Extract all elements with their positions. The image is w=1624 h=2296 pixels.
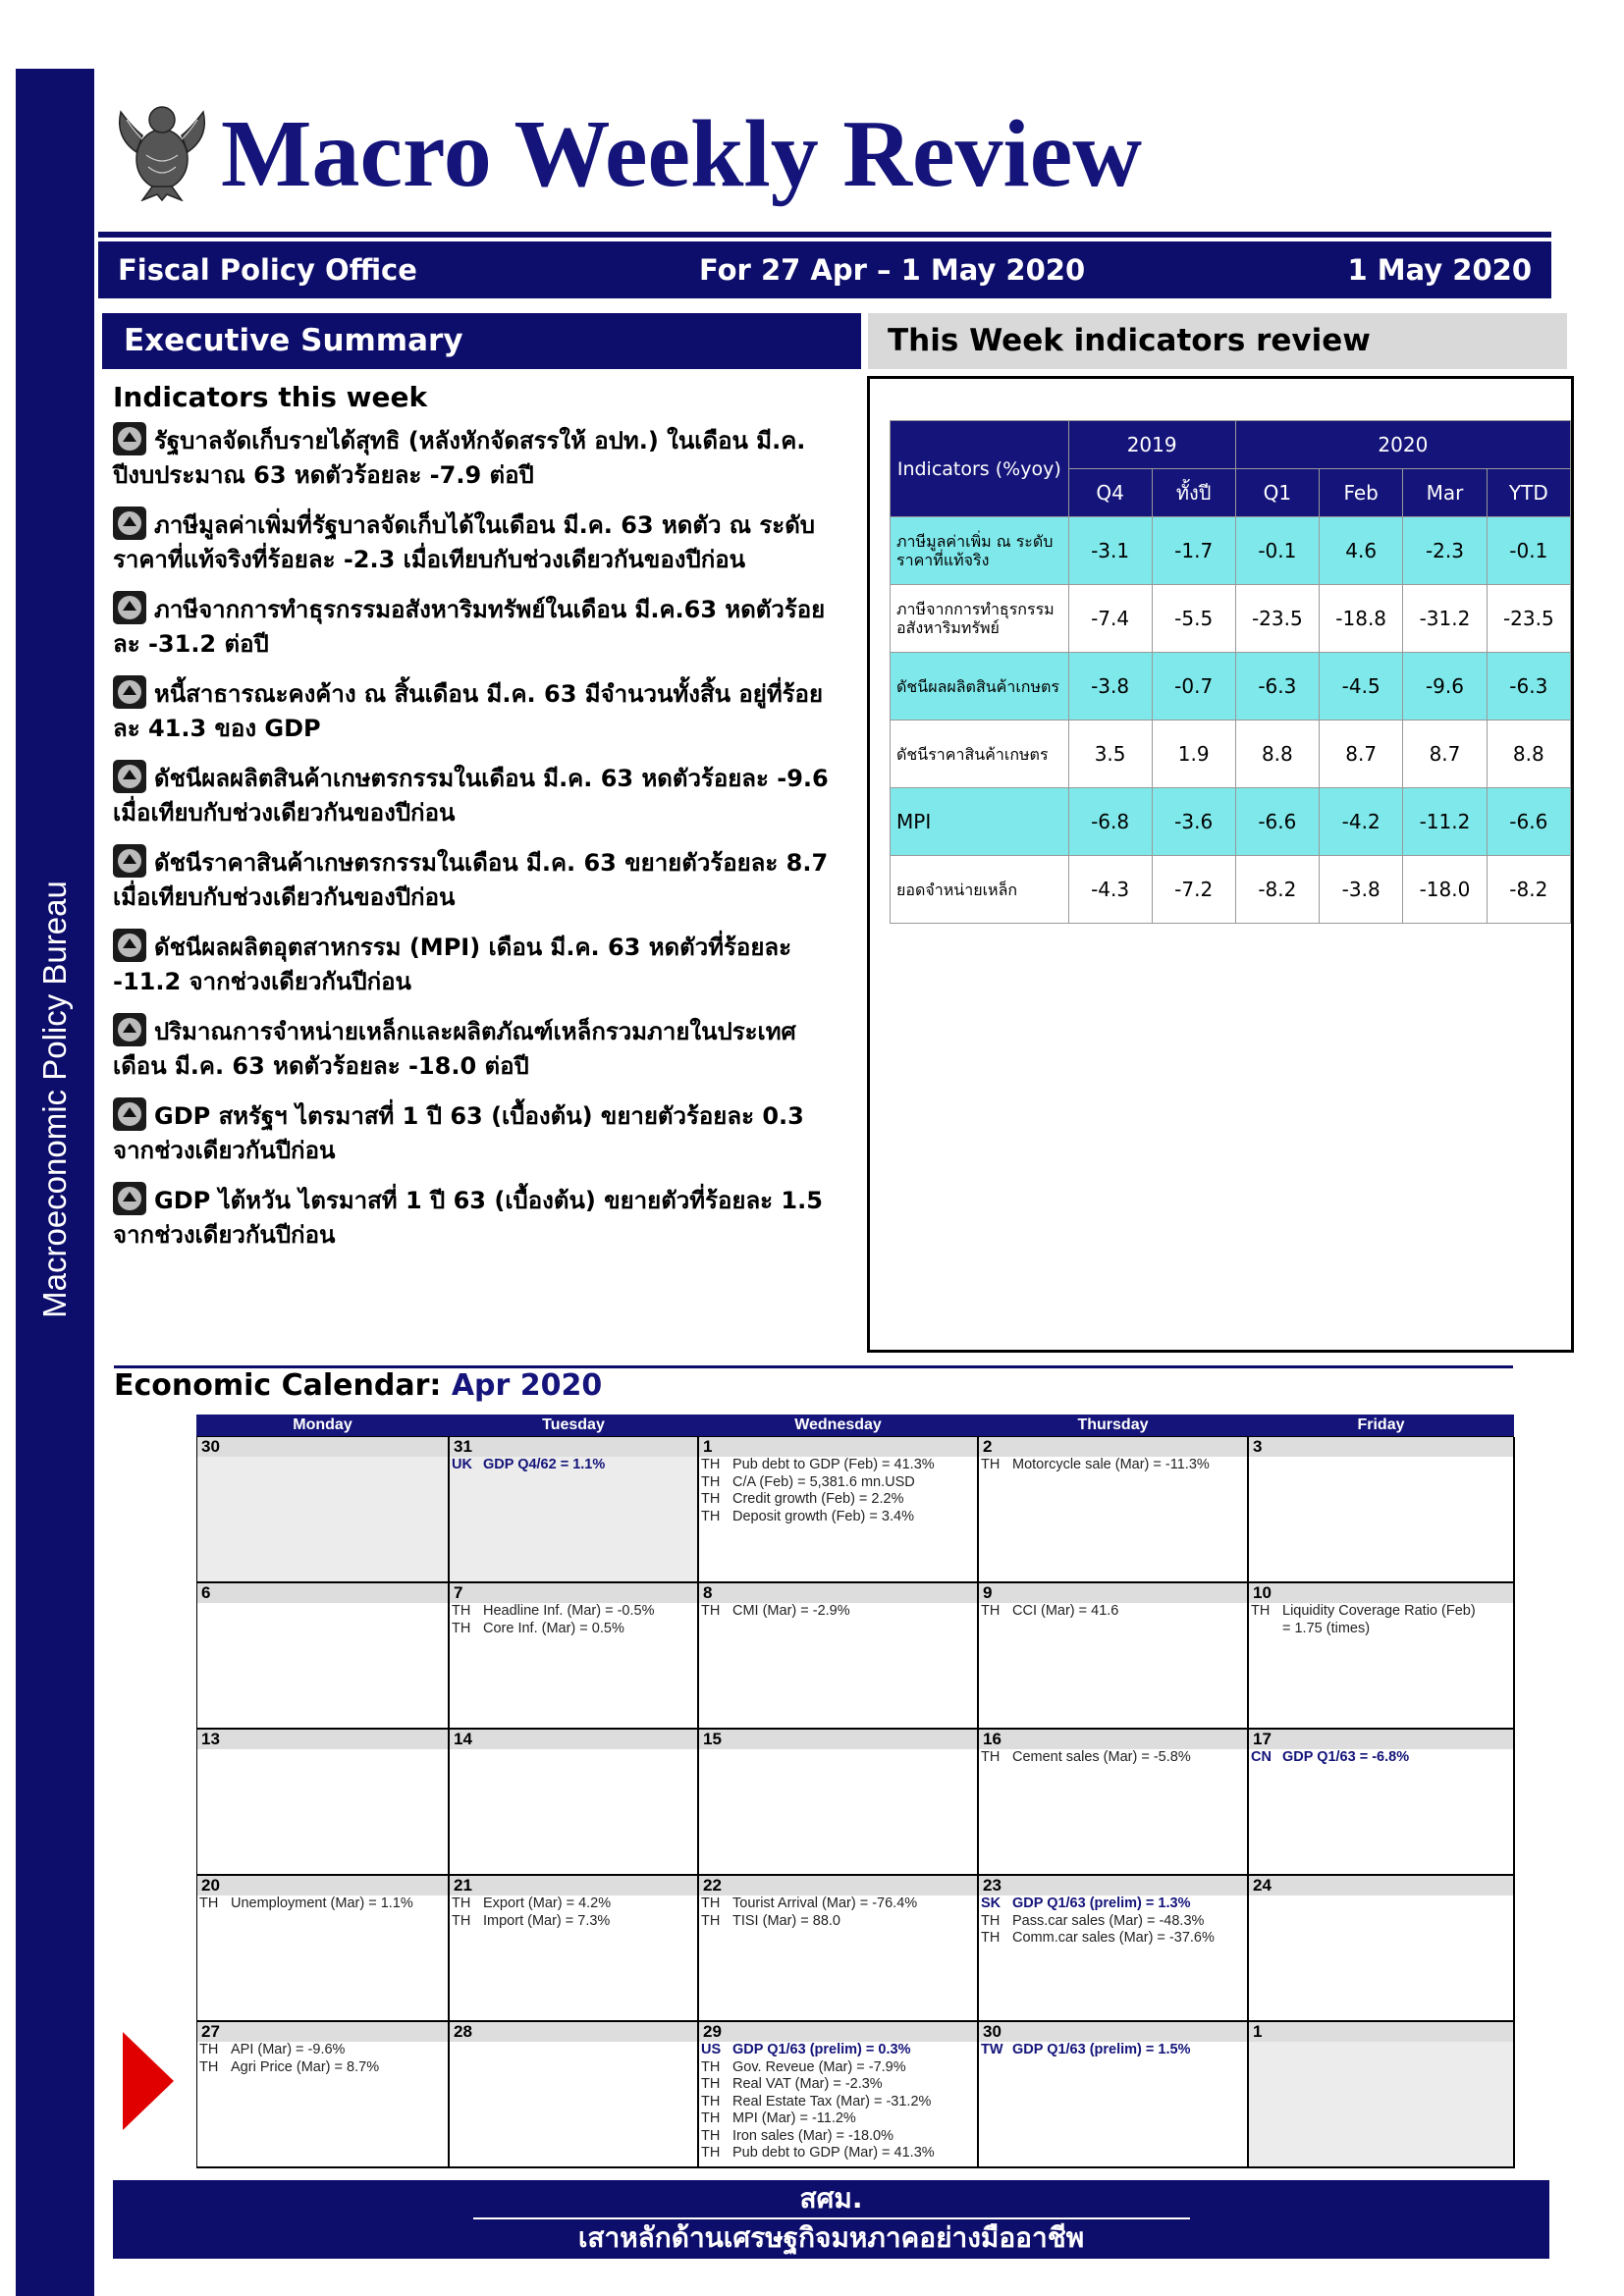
- table-cell: -0.1: [1235, 517, 1319, 585]
- event-text: Agri Price (Mar) = 8.7%: [231, 2058, 380, 2075]
- table-cell: 8.8: [1235, 721, 1319, 788]
- event-text: Pub debt to GDP (Mar) = 41.3%: [732, 2145, 935, 2161]
- calendar-event: [979, 1896, 1247, 1913]
- indicator-item: ปริมาณการจำหน่ายเหล็กและผลิตภัณฑ์เหล็กรวมภายในประเทศ เดือน มี.ค. 63 หดตัวร้อยละ -18.0 ต่อปี: [113, 1013, 849, 1084]
- event-text: Tourist Arrival (Mar) = -76.4%: [732, 1896, 918, 1911]
- table-cell: -1.7: [1152, 517, 1235, 585]
- table-cell: -31.2: [1403, 585, 1487, 653]
- event-text: API (Mar) = -9.6%: [231, 2042, 346, 2057]
- day-number: 23: [979, 1876, 1247, 1896]
- economic-calendar: [196, 1415, 1514, 2168]
- indicators-table-box: [867, 376, 1574, 1353]
- calendar-event: [699, 2076, 977, 2094]
- table-cell: -0.1: [1487, 517, 1570, 585]
- office-name: Fiscal Policy Office: [118, 253, 417, 287]
- day-number: 29: [699, 2022, 977, 2042]
- title-rule: [98, 232, 1551, 238]
- side-bar: [16, 69, 94, 2296]
- weekday-label: Tuesday: [542, 1416, 605, 1433]
- calendar-day-cell: [699, 1730, 979, 1876]
- row-label: MPI: [891, 788, 1069, 856]
- day-number: 22: [699, 1876, 977, 1896]
- indicators-table: [890, 420, 1571, 924]
- calendar-day-cell: [1249, 1437, 1515, 1583]
- table-row: [891, 653, 1571, 721]
- event-country: CN: [1251, 1749, 1272, 1765]
- calendar-day-cell: [699, 1583, 979, 1730]
- day-number: 6: [197, 1583, 448, 1603]
- event-country: TH: [701, 2127, 721, 2144]
- day-number: 2: [979, 1437, 1247, 1457]
- day-number: 27: [197, 2022, 448, 2042]
- calendar-event: [450, 1457, 697, 1474]
- calendar-event: [197, 2042, 448, 2059]
- table-cell: -11.2: [1403, 788, 1487, 856]
- col-header: Feb: [1320, 469, 1403, 517]
- calendar-event: [699, 1509, 977, 1526]
- table-cell: -6.3: [1235, 653, 1319, 721]
- table-cell: -7.2: [1152, 856, 1235, 924]
- calendar-grid: [196, 1436, 1514, 2168]
- table-cell: 4.6: [1320, 517, 1403, 585]
- table-cell: -6.3: [1487, 653, 1570, 721]
- indicator-item: ภาษีมูลค่าเพิ่มที่รัฐบาลจัดเก็บได้ในเดือน มี.ค. 63 หดตัว ณ ระดับราคาที่แท้จริงที่ร้อยละ -2.3 เมื่อเทียบกับช่วงเดียวกันของปีก่อน: [113, 507, 849, 577]
- calendar-event: [699, 1457, 977, 1474]
- event-country: TH: [981, 1912, 1001, 1929]
- table-cell: -0.7: [1152, 653, 1235, 721]
- event-text: Gov. Reveue (Mar) = -7.9%: [732, 2058, 906, 2075]
- event-text: CCI (Mar) = 41.6: [1012, 1603, 1119, 1619]
- event-text: MPI (Mar) = -11.2%: [732, 2110, 856, 2126]
- event-country: TW: [981, 2042, 1003, 2057]
- calendar-event: [699, 1474, 977, 1492]
- event-text: Pass.car sales (Mar) = -48.3%: [1012, 1912, 1205, 1929]
- calendar-day-cell: [1249, 2022, 1515, 2168]
- footer-motto: เสาหลักด้านเศรษฐกิจมหภาคอย่างมืออาชีพ: [577, 2221, 1085, 2254]
- event-country: TH: [701, 2076, 721, 2092]
- event-country: TH: [701, 1508, 721, 1524]
- year-2019-header: 2019: [1068, 421, 1235, 469]
- event-country: TH: [199, 1896, 219, 1911]
- bullet-icon: [113, 507, 146, 540]
- table-cell: -5.5: [1152, 585, 1235, 653]
- event-country: TH: [701, 1603, 721, 1619]
- table-cell: -2.3: [1403, 517, 1487, 585]
- calendar-day-cell: [450, 1437, 699, 1583]
- calendar-event: [699, 2042, 977, 2059]
- table-cell: -7.4: [1068, 585, 1152, 653]
- table-cell: -6.6: [1487, 788, 1570, 856]
- event-text: GDP Q4/62 = 1.1%: [483, 1457, 606, 1472]
- event-text: Export (Mar) = 4.2%: [483, 1896, 612, 1911]
- table-cell: -18.8: [1320, 585, 1403, 653]
- table-row: [891, 856, 1571, 924]
- calendar-event: [979, 1457, 1247, 1474]
- report-title: Macro Weekly Review: [221, 101, 1143, 207]
- footer-abbrev: สศม.: [799, 2182, 863, 2215]
- day-number: 20: [197, 1876, 448, 1896]
- indicator-item: ดัชนีผลผลิตอุตสาหกรรม (MPI) เดือน มี.ค. 63 หดตัวที่ร้อยละ -11.2 จากช่วงเดียวกันปีก่อน: [113, 929, 849, 999]
- calendar-event: [450, 1603, 697, 1621]
- week-review-heading: This Week indicators review: [868, 313, 1567, 369]
- calendar-event: [979, 1930, 1247, 1948]
- day-number: 10: [1249, 1583, 1513, 1603]
- event-country: TH: [701, 1912, 721, 1929]
- event-text: GDP Q1/63 = -6.8%: [1282, 1749, 1410, 1765]
- indicator-item: GDP สหรัฐฯ ไตรมาสที่ 1 ปี 63 (เบื้องต้น) ขยายตัวร้อยละ 0.3 จากช่วงเดียวกันปีก่อน: [113, 1097, 849, 1168]
- day-number: 9: [979, 1583, 1247, 1603]
- side-label: Macroeconomic Policy Bureau: [36, 881, 73, 1318]
- event-text: Pub debt to GDP (Feb) = 41.3%: [732, 1457, 935, 1472]
- col-header: YTD: [1487, 469, 1570, 517]
- calendar-day-cell: [979, 1437, 1249, 1583]
- calendar-day-cell: [979, 1730, 1249, 1876]
- day-number: 30: [197, 1437, 448, 1457]
- event-text: Unemployment (Mar) = 1.1%: [231, 1896, 413, 1911]
- table-cell: -18.0: [1403, 856, 1487, 924]
- bullet-icon: [113, 591, 146, 624]
- event-text: GDP Q1/63 (prelim) = 0.3%: [732, 2042, 911, 2057]
- calendar-day-cell: [699, 2022, 979, 2168]
- calendar-event: [450, 1913, 697, 1931]
- table-cell: -8.2: [1487, 856, 1570, 924]
- table-cell: -3.1: [1068, 517, 1152, 585]
- event-country: TH: [701, 1473, 721, 1490]
- table-cell: -8.2: [1235, 856, 1319, 924]
- event-text: Core Inf. (Mar) = 0.5%: [483, 1620, 624, 1636]
- bullet-icon: [113, 844, 146, 878]
- table-cell: -23.5: [1235, 585, 1319, 653]
- indicator-item: GDP ไต้หวัน ไตรมาสที่ 1 ปี 63 (เบื้องต้น) ขยายตัวที่ร้อยละ 1.5 จากช่วงเดียวกันปีก่อน: [113, 1182, 849, 1253]
- table-cell: -6.6: [1235, 788, 1319, 856]
- row-label: ดัชนีราคาสินค้าเกษตร: [891, 721, 1069, 788]
- calendar-day-cell: [197, 1437, 450, 1583]
- row-label: ภาษีจากการทำธุรกรรม อสังหาริมทรัพย์: [891, 585, 1069, 653]
- row-label: ดัชนีผลผลิตสินค้าเกษตร: [891, 653, 1069, 721]
- calendar-event: [979, 1749, 1247, 1767]
- event-country: SK: [981, 1896, 1001, 1911]
- day-number: 1: [1249, 2022, 1513, 2042]
- event-text: CMI (Mar) = -2.9%: [732, 1603, 850, 1619]
- bullet-icon: [113, 422, 146, 455]
- executive-summary-heading: Executive Summary: [102, 313, 861, 369]
- day-number: 16: [979, 1730, 1247, 1749]
- col-header: Q1: [1235, 469, 1319, 517]
- calendar-event: [979, 1913, 1247, 1931]
- calendar-day-cell: [1249, 1876, 1515, 2022]
- calendar-event: [699, 2110, 977, 2128]
- bullet-icon: [113, 675, 146, 709]
- calendar-event: [450, 1896, 697, 1913]
- bullet-icon: [113, 1013, 146, 1046]
- day-number: 24: [1249, 1876, 1513, 1896]
- indicator-item: ดัชนีราคาสินค้าเกษตรกรรมในเดือน มี.ค. 63 ขยายตัวร้อยละ 8.7 เมื่อเทียบกับช่วงเดียวกันของปีก่อน: [113, 844, 849, 915]
- calendar-day-cell: [979, 2022, 1249, 2168]
- day-number: 3: [1249, 1437, 1513, 1457]
- indicator-item: รัฐบาลจัดเก็บรายได้สุทธิ (หลังหักจัดสรรให้ อปท.) ในเดือน มี.ค. ปีงบประมาณ 63 หดตัวร้อยละ -7.9 ต่อปี: [113, 422, 849, 493]
- calendar-event: [1249, 1603, 1513, 1621]
- calendar-day-cell: [979, 1583, 1249, 1730]
- calendar-event: [450, 1621, 697, 1638]
- table-row: [891, 517, 1571, 585]
- calendar-event: [699, 1491, 977, 1509]
- day-number: 14: [450, 1730, 697, 1749]
- calendar-day-cell: [1249, 1730, 1515, 1876]
- event-country: TH: [199, 2042, 219, 2057]
- event-text: Real Estate Tax (Mar) = -31.2%: [732, 2093, 932, 2109]
- calendar-event: [699, 1896, 977, 1913]
- day-number: 31: [450, 1437, 697, 1457]
- weekday-label: Friday: [1357, 1416, 1405, 1433]
- calendar-day-cell: [197, 1730, 450, 1876]
- garuda-logo-icon: [113, 98, 211, 201]
- weekday-label: Wednesday: [794, 1416, 882, 1433]
- day-number: 28: [450, 2022, 697, 2042]
- indicator-item: ภาษีจากการทำธุรกรรมอสังหาริมทรัพย์ในเดือน มี.ค.63 หดตัวร้อยละ -31.2 ต่อปี: [113, 591, 849, 662]
- calendar-month: Apr 2020: [451, 1368, 603, 1403]
- event-country: TH: [981, 1749, 1001, 1765]
- table-cell: -6.8: [1068, 788, 1152, 856]
- calendar-event: [197, 2059, 448, 2077]
- table-cell: -3.6: [1152, 788, 1235, 856]
- event-text: = 1.75 (times): [1282, 1620, 1371, 1636]
- table-cell: 3.5: [1068, 721, 1152, 788]
- weekday-label: Thursday: [1077, 1416, 1149, 1433]
- event-country: TH: [701, 1896, 721, 1911]
- event-country: TH: [981, 1457, 1001, 1472]
- table-cell: -4.2: [1320, 788, 1403, 856]
- calendar-day-cell: [450, 1730, 699, 1876]
- bullet-icon: [113, 1182, 146, 1215]
- table-row: [891, 585, 1571, 653]
- current-week-arrow-icon: [123, 2032, 174, 2130]
- calendar-event: [699, 1603, 977, 1621]
- table-row: [891, 788, 1571, 856]
- table-cell: 8.7: [1403, 721, 1487, 788]
- day-number: 30: [979, 2022, 1247, 2042]
- bullet-icon: [113, 760, 146, 793]
- year-2020-header: 2020: [1235, 421, 1570, 469]
- row-label: ภาษีมูลค่าเพิ่ม ณ ระดับราคาที่แท้จริง: [891, 517, 1069, 585]
- event-text: Deposit growth (Feb) = 3.4%: [732, 1508, 914, 1524]
- event-country: TH: [199, 2058, 219, 2075]
- day-number: 8: [699, 1583, 977, 1603]
- calendar-day-cell: [197, 1583, 450, 1730]
- calendar-event: [699, 2059, 977, 2077]
- day-number: 15: [699, 1730, 977, 1749]
- table-cell: -23.5: [1487, 585, 1570, 653]
- table-row: [891, 721, 1571, 788]
- event-text: Credit growth (Feb) = 2.2%: [732, 1491, 904, 1507]
- indicators-heading: Indicators this week: [113, 381, 428, 413]
- event-text: Cement sales (Mar) = -5.8%: [1012, 1749, 1191, 1765]
- event-text: Real VAT (Mar) = -2.3%: [732, 2076, 883, 2092]
- event-country: TH: [1251, 1603, 1271, 1619]
- calendar-day-cell: [979, 1876, 1249, 2022]
- col-header: ทั้งปี: [1152, 469, 1235, 517]
- table-cell: 1.9: [1152, 721, 1235, 788]
- table-cell: -3.8: [1068, 653, 1152, 721]
- event-country: TH: [701, 2145, 721, 2161]
- event-text: Comm.car sales (Mar) = -37.6%: [1012, 1930, 1215, 1946]
- table-cell: -3.8: [1320, 856, 1403, 924]
- calendar-day-cell: [699, 1876, 979, 2022]
- calendar-day-cell: [197, 2022, 450, 2168]
- table-cell: 8.7: [1320, 721, 1403, 788]
- calendar-weekday-header: [196, 1415, 1514, 1436]
- event-country: TH: [452, 1896, 471, 1911]
- calendar-day-cell: [450, 1876, 699, 2022]
- footer-band: [113, 2180, 1549, 2259]
- event-text: Headline Inf. (Mar) = -0.5%: [483, 1603, 655, 1619]
- event-country: TH: [701, 2093, 721, 2109]
- event-text: TISI (Mar) = 88.0: [732, 1912, 840, 1929]
- calendar-event: [699, 1913, 977, 1931]
- calendar-title: Economic Calendar: Apr 2020: [114, 1368, 603, 1403]
- calendar-event: [699, 2094, 977, 2111]
- table-corner-header: Indicators (%yoy): [891, 421, 1069, 517]
- event-country: UK: [452, 1457, 472, 1472]
- indicator-item: ดัชนีผลผลิตสินค้าเกษตรกรรมในเดือน มี.ค. 63 หดตัวร้อยละ -9.6 เมื่อเทียบกับช่วงเดียวกันของปีก่อน: [113, 760, 849, 830]
- event-country: TH: [981, 1930, 1001, 1946]
- table-cell: -4.3: [1068, 856, 1152, 924]
- event-country: TH: [701, 1491, 721, 1507]
- table-cell: -4.5: [1320, 653, 1403, 721]
- calendar-event: [699, 2145, 977, 2163]
- weekday-label: Monday: [293, 1416, 352, 1433]
- event-text: Liquidity Coverage Ratio (Feb): [1282, 1603, 1476, 1619]
- event-country: TH: [452, 1603, 471, 1619]
- col-header: Mar: [1403, 469, 1487, 517]
- day-number: 13: [197, 1730, 448, 1749]
- calendar-event: [197, 1896, 448, 1913]
- event-text: Iron sales (Mar) = -18.0%: [732, 2127, 893, 2144]
- event-text: GDP Q1/63 (prelim) = 1.5%: [1012, 2042, 1191, 2057]
- bullet-icon: [113, 929, 146, 962]
- day-number: 17: [1249, 1730, 1513, 1749]
- calendar-day-cell: [1249, 1583, 1515, 1730]
- header-band: [98, 241, 1551, 298]
- event-country: TH: [701, 2110, 721, 2126]
- event-text: Import (Mar) = 7.3%: [483, 1912, 611, 1929]
- row-label: ยอดจำหน่ายเหล็ก: [891, 856, 1069, 924]
- calendar-day-cell: [450, 2022, 699, 2168]
- event-text: Motorcycle sale (Mar) = -11.3%: [1012, 1457, 1210, 1472]
- calendar-day-cell: [197, 1876, 450, 2022]
- table-cell: 8.8: [1487, 721, 1570, 788]
- event-country: TH: [981, 1603, 1001, 1619]
- event-text: GDP Q1/63 (prelim) = 1.3%: [1012, 1896, 1191, 1911]
- calendar-day-cell: [699, 1437, 979, 1583]
- event-country: US: [701, 2042, 722, 2057]
- day-number: 7: [450, 1583, 697, 1603]
- table-cell: -9.6: [1403, 653, 1487, 721]
- report-date: 1 May 2020: [1347, 253, 1532, 287]
- bullet-icon: [113, 1097, 146, 1131]
- calendar-event: [1249, 1621, 1513, 1638]
- event-text: C/A (Feb) = 5,381.6 mn.USD: [732, 1473, 915, 1490]
- event-country: TH: [452, 1620, 471, 1636]
- report-period: For 27 Apr – 1 May 2020: [699, 253, 1086, 287]
- event-country: TH: [701, 2058, 721, 2075]
- event-country: TH: [452, 1912, 471, 1929]
- indicator-item: หนี้สาธารณะคงค้าง ณ สิ้นเดือน มี.ค. 63 มีจำนวนทั้งสิ้น อยู่ที่ร้อยละ 41.3 ของ GDP: [113, 675, 849, 746]
- day-number: 1: [699, 1437, 977, 1457]
- col-header: Q4: [1068, 469, 1152, 517]
- calendar-event: [699, 2128, 977, 2146]
- calendar-event: [979, 1603, 1247, 1621]
- event-country: TH: [701, 1457, 721, 1472]
- calendar-event: [1249, 1749, 1513, 1767]
- calendar-event: [979, 2042, 1247, 2059]
- calendar-day-cell: [450, 1583, 699, 1730]
- day-number: 21: [450, 1876, 697, 1896]
- indicator-list: [113, 422, 849, 1266]
